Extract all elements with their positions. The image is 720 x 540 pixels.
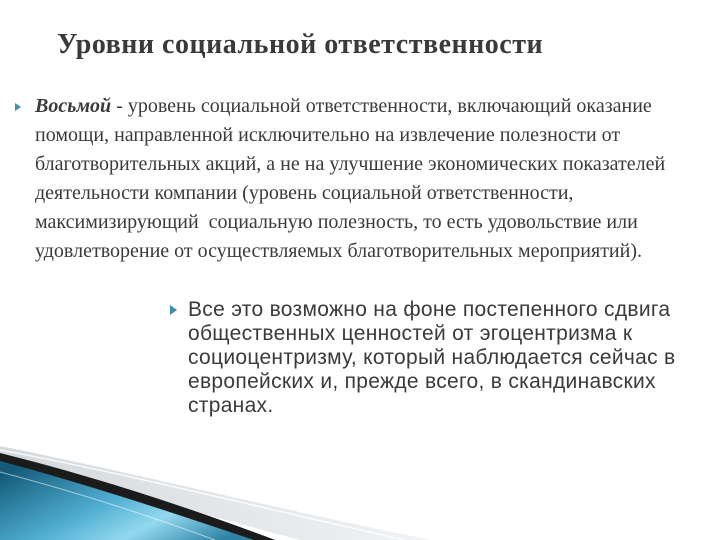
wave-inner-highlight <box>0 472 215 540</box>
bullet-paragraph-eighth-level <box>35 92 665 266</box>
bullet-line: Все это возможно на фоне постепенного сдвига <box>188 298 671 321</box>
bullet-line: европейских и, прежде всего, в скандинавских <box>188 370 656 393</box>
triangle-right-icon <box>15 103 21 111</box>
bullet-paragraph-value-shift <box>188 298 675 418</box>
triangle-right-icon <box>170 305 177 315</box>
bullet-line: деятельности компании (уровень социальной ответственности, <box>35 182 574 204</box>
bullet-lead-term: Восьмой <box>35 95 112 117</box>
bullet-line: максимизирующий социальную полезность, то есть удовольствие или <box>35 211 638 233</box>
bullet-line: помощи, направленной исключительно на извлечение полезности от <box>35 124 621 146</box>
slide-title: Уровни социальной ответственности <box>57 29 544 60</box>
wave-blue-fill <box>0 461 254 540</box>
wave-light-stripe <box>0 450 405 540</box>
bullet-line: благотворительных акций, а не на улучшение экономических показателей <box>35 153 666 175</box>
bullet-line: социоцентризму, который наблюдается сейчас в <box>188 346 676 369</box>
bullet-line <box>35 92 665 121</box>
bullet-line-text: - уровень социальной ответственности, включающий оказание <box>111 95 652 117</box>
wave-gray-band <box>0 446 432 540</box>
bullet-line: странах. <box>188 394 274 417</box>
bullet-line: общественных ценностей от эгоцентризма к <box>188 322 633 345</box>
bullet-line: удовлетворение от осуществляемых благотворительных мероприятий). <box>35 240 643 262</box>
wave-dark-stripe <box>0 453 275 540</box>
